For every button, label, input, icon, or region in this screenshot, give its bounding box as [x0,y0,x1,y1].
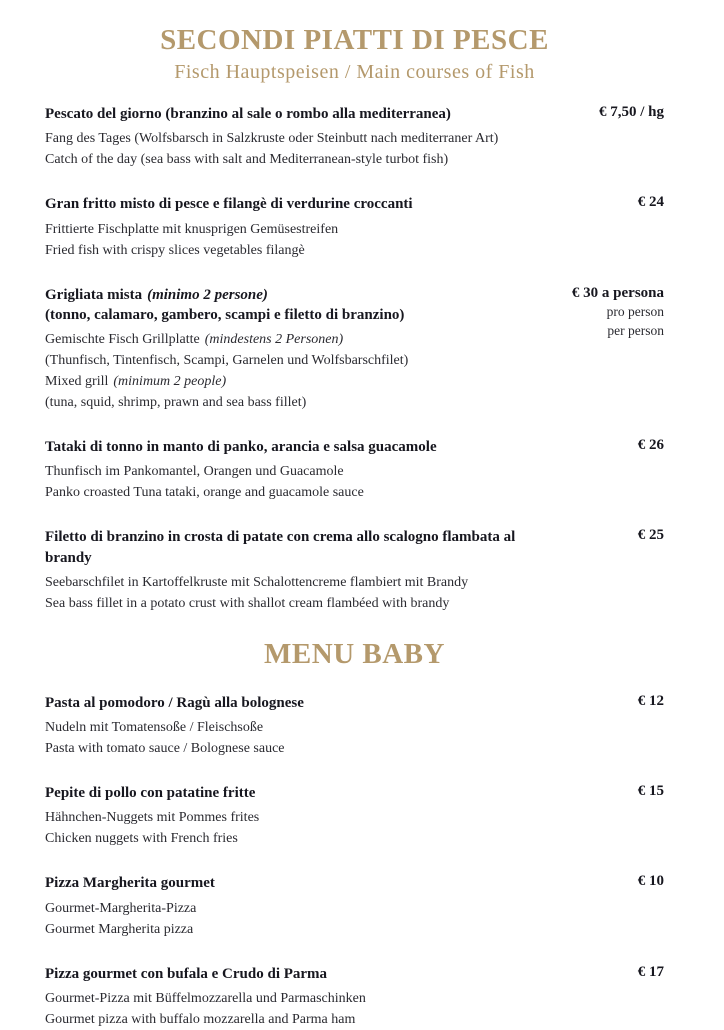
item-name-note: (minimo 2 persone) [147,286,268,303]
menu-item-grigliata-mista [45,285,664,414]
menu-item-pasta-al-pomodoro [45,693,664,759]
item-price [638,194,664,211]
item-descriptions [45,807,259,849]
menu-item-pizza-gourmet [45,964,664,1030]
desc-note: (minimum 2 people) [113,374,227,389]
price-value: € 17 [637,963,664,980]
page-subtitle: Fisch Hauptspeisen / Main courses of Fish [174,61,535,83]
item-content [45,437,437,503]
item-price [638,693,664,710]
item-description-de [45,329,408,350]
price-value: € 7,50 / hg [598,104,664,120]
item-description-en: Fried fish with crispy slices vegetables filangè [45,242,305,258]
page-title: SECONDI PIATTI DI PESCE [160,24,549,56]
item-name: Gran fritto misto di pesce e filangè di verdurine croccanti [45,196,413,213]
menu-item-pescato-del-giorno [45,104,664,170]
item-name-text: Grigliata mista [45,286,143,303]
item-name: Filetto di branzino in crosta di patate con crema allo scalogno flambata al brandy [45,529,516,566]
item-content [45,104,498,170]
item-content [45,964,366,1030]
item-name: Pizza Margherita gourmet [45,875,215,892]
item-descriptions [45,898,215,940]
item-name: Pepite di pollo con patatine fritte [45,785,256,801]
section-title-menu-baby: MENU BABY [264,637,445,670]
item-descriptions [45,717,304,759]
section-baby [45,693,664,1030]
item-description-en: Gourmet Margherita pizza [45,921,194,937]
section-fish [45,104,664,614]
item-descriptions [45,572,543,614]
item-content [45,194,413,260]
item-content [45,285,408,414]
item-descriptions [45,128,498,170]
menu-header [45,24,664,84]
item-name: Tataki di tonno in manto di panko, arancia e salsa guacamole [45,439,437,455]
menu-item-tataki-di-tonno [45,437,664,503]
item-price [638,964,664,981]
item-name [45,285,408,305]
item-description-de: Seebarschfilet in Kartoffelkruste mit Schalottencreme flambiert mit Brandy [45,574,469,590]
item-price [599,104,664,121]
item-descriptions [45,219,413,261]
menu-item-pizza-margherita [45,873,664,939]
item-price [638,873,664,890]
item-description-de: Gourmet-Margherita-Pizza [45,900,197,916]
item-price [638,437,664,454]
item-description-en: Pasta with tomato sauce / Bolognese sauce [45,741,285,756]
desc-note: (mindestens 2 Personen) [204,332,344,347]
item-name-line2: (tonno, calamaro, gambero, scampi e filetto di branzino) [45,306,405,323]
price-per-person-de: pro person [606,303,664,319]
menu-item-gran-fritto-misto [45,194,664,260]
item-description-de: Gourmet-Pizza mit Büffelmozzarella und Parmaschinken [45,990,366,1006]
price-value: € 24 [637,194,664,211]
item-name: Pasta al pomodoro / Ragù alla bolognese [45,694,304,711]
item-description-en: Catch of the day (sea bass with salt and Mediterranean-style turbot fish) [45,152,449,168]
price-value: € 12 [637,692,664,709]
menu-item-pepite-di-pollo [45,783,664,849]
item-content [45,783,259,849]
item-name: Pizza gourmet con bufala e Crudo di Parma [45,965,328,982]
item-price [638,783,664,800]
item-description-en: Chicken nuggets with French fries [45,831,238,847]
item-description-en: Panko croasted Tuna tataki, orange and guacamole sauce [45,485,364,501]
item-content [45,527,543,614]
price-value: € 26 [637,437,664,453]
item-description-en [45,371,408,392]
item-description-de: Frittierte Fischplatte mit knusprigen Gemüsestreifen [45,221,339,237]
item-descriptions [45,329,408,413]
price-value: € 15 [637,783,664,799]
item-description-de: Hähnchen-Nuggets mit Pommes frites [45,810,260,826]
item-description-en: Gourmet pizza with buffalo mozzarella and Parma ham [45,1011,356,1027]
price-per-person-en: per person [607,323,664,339]
item-description-en2: (tuna, squid, shrimp, prawn and sea bass fillet) [45,395,307,410]
menu-item-filetto-di-branzino [45,527,664,614]
item-descriptions [45,988,366,1030]
item-content [45,873,215,939]
price-value: € 25 [637,527,664,544]
item-content [45,693,304,759]
item-price [638,527,664,544]
item-description-de2: (Thunfisch, Tintenfisch, Scampi, Garnelen und Wolfsbarschfilet) [45,353,409,368]
desc-text: Mixed grill [45,374,109,389]
item-description-de: Thunfisch im Pankomantel, Orangen und Guacamole [45,464,344,480]
item-name: Pescato del giorno (branzino al sale o rombo alla mediterranea) [45,106,451,122]
desc-text: Gemischte Fisch Grillplatte [45,332,200,347]
item-description-en: Sea bass fillet in a potato crust with shallot cream flambéed with brandy [45,595,450,611]
item-description-de: Fang des Tages (Wolfsbarsch in Salzkruste oder Steinbutt nach mediterraner Art) [45,131,499,147]
price-value: € 10 [637,873,664,890]
item-price [572,285,664,341]
price-value: € 30 a persona [571,284,664,301]
item-description-de: Nudeln mit Tomatensoße / Fleischsoße [45,720,264,735]
item-descriptions [45,461,437,503]
